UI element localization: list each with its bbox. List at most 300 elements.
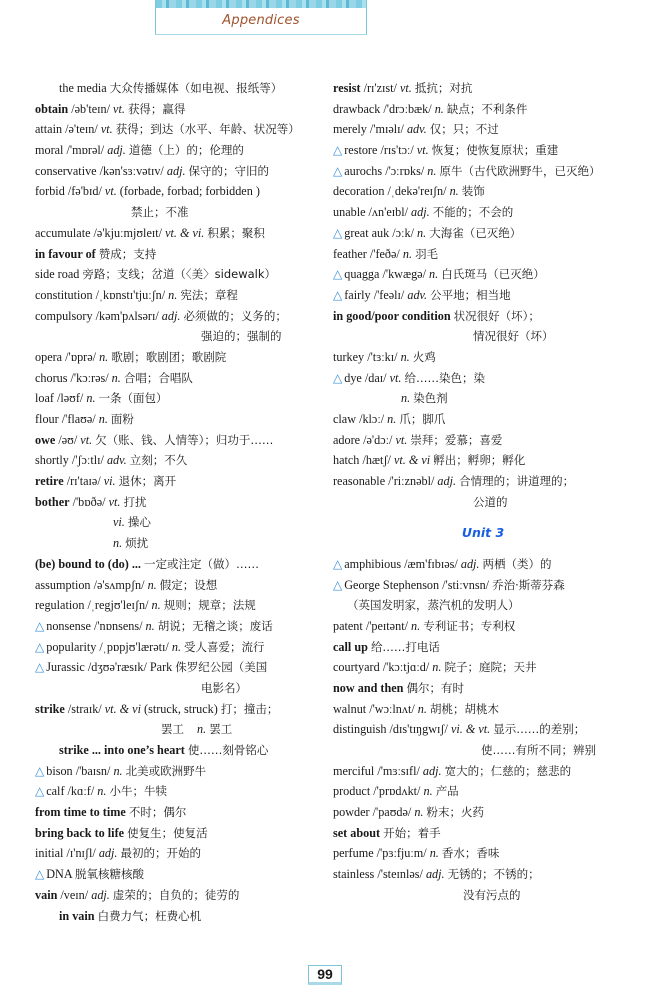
- glossary-entry: [333, 181, 633, 202]
- part-of-speech: n.: [429, 267, 439, 282]
- phonetic: /'ɔːrɒks/: [385, 163, 425, 178]
- glossary-entry: [35, 637, 325, 658]
- definition: 受人喜爱；流行: [184, 639, 265, 654]
- glossary-entry: [35, 802, 325, 823]
- phonetic: /ɔːk/: [392, 225, 414, 240]
- definition: 公道的: [473, 494, 508, 509]
- phonetic: /fə'bɪd/: [67, 184, 102, 199]
- glossary-entry: [35, 409, 325, 430]
- phonetic: /'kɔːrəs/: [70, 370, 109, 385]
- glossary-entry: [35, 181, 325, 202]
- headword: bring back to life: [35, 825, 125, 840]
- definition: 欠（账、钱、人情等）；归功于……: [95, 432, 274, 447]
- part-of-speech: vi.: [103, 474, 116, 489]
- phonetic: /əb'teɪn/: [71, 101, 110, 116]
- definition: 虚荣的；自负的；徒劳的: [112, 887, 240, 902]
- headword: perfume: [333, 846, 374, 861]
- glossary-entry: [35, 347, 325, 368]
- headword: initial: [35, 846, 64, 861]
- headword: opera: [35, 349, 63, 364]
- definition: 面粉: [110, 412, 134, 426]
- part-of-speech: adj.: [437, 474, 457, 489]
- definition: 合唱；合唱队: [123, 370, 193, 385]
- glossary-entry: [35, 471, 325, 492]
- glossary-entry: [35, 368, 325, 389]
- definition: 粉末；火药: [426, 805, 485, 820]
- glossary-column-left: [35, 78, 325, 926]
- part-of-speech: n.: [98, 412, 108, 426]
- part-of-speech: vt.: [395, 432, 408, 447]
- definition: 白费力气；枉费心机: [97, 908, 202, 923]
- part-of-speech: n.: [434, 101, 444, 116]
- definition: 火鸡: [412, 349, 436, 364]
- phonetic: /'prɒdʌkt/: [373, 784, 421, 799]
- definition: 羽毛: [415, 246, 439, 261]
- triangle-outline-icon: △: [333, 267, 343, 282]
- headword: (be) bound to (do) ...: [35, 556, 141, 571]
- headword: retire: [35, 474, 64, 489]
- headword: unable: [333, 205, 366, 220]
- headword: the media: [59, 81, 107, 95]
- triangle-outline-icon: △: [35, 784, 45, 799]
- part-of-speech: n.: [171, 639, 181, 654]
- page-number: 99: [308, 965, 342, 985]
- part-of-speech: n.: [151, 598, 161, 613]
- phonetic: /dɪs'tɪŋgwɪʃ/: [389, 722, 448, 737]
- phonetic: /'kɔːtjɑːd/: [382, 660, 430, 675]
- headword: flour: [35, 412, 59, 426]
- phonetic: /'nɒnsens/: [93, 618, 143, 633]
- headword: shortly: [35, 453, 69, 468]
- glossary-entry: [333, 678, 633, 699]
- headword: in vain: [59, 908, 95, 923]
- glossary-entry: [35, 699, 325, 720]
- definition: 给……染色；染: [404, 370, 485, 385]
- part-of-speech: adj.: [460, 556, 480, 571]
- phonetic: /'kwægə/: [382, 267, 426, 282]
- part-of-speech: vt.: [108, 494, 121, 509]
- headword: George Stephenson: [344, 577, 440, 592]
- phonetic: /'steɪnləs/: [377, 867, 423, 882]
- headword: stainless: [333, 867, 375, 882]
- part-of-speech: vt.: [389, 370, 402, 385]
- phonetic: /kən'sɜːvətɪv/: [99, 163, 164, 178]
- phonetic: /ə'sʌmpʃn/: [93, 577, 145, 592]
- phonetic: /'paʊdə/: [372, 805, 412, 820]
- entry-continuation: [333, 388, 633, 409]
- part-of-speech: vt. & vi: [104, 701, 141, 716]
- headword: loaf: [35, 391, 54, 406]
- entry-continuation: [35, 202, 325, 223]
- part-of-speech: adj.: [422, 763, 442, 778]
- glossary-entry: [35, 450, 325, 471]
- glossary-entry: [333, 161, 633, 182]
- glossary-entry: [35, 823, 325, 844]
- triangle-outline-icon: △: [333, 163, 343, 178]
- headword: popularity: [46, 639, 97, 654]
- definition: 香水；香味: [441, 846, 500, 861]
- part-of-speech: n.: [147, 577, 157, 592]
- definition: 罢工: [209, 722, 233, 737]
- headword: quagga: [344, 267, 380, 282]
- banner-decoration: [156, 0, 366, 8]
- glossary-entry: [35, 306, 325, 327]
- glossary-entry: [35, 430, 325, 451]
- definition: 打扰: [123, 494, 147, 509]
- part-of-speech: n.: [99, 349, 109, 364]
- definition: 胡说；无稽之谈；废话: [157, 618, 273, 633]
- headword: merciful: [333, 763, 375, 778]
- headword: dye: [344, 370, 362, 385]
- part-of-speech: n.: [449, 184, 459, 199]
- definition: 没有污点的: [463, 887, 521, 902]
- phonetic: /ˌdekə'reɪʃn/: [387, 184, 447, 199]
- phonetic: /hætʃ/: [362, 453, 391, 468]
- glossary-entry: [333, 264, 633, 285]
- glossary-entry: [333, 347, 633, 368]
- headword: assumption: [35, 577, 91, 592]
- definition: 仅；只；不过: [429, 122, 499, 137]
- definition: 抵抗；对抗: [414, 81, 473, 95]
- part-of-speech: n.: [402, 246, 413, 261]
- headword: resist: [333, 81, 361, 95]
- part-of-speech: n.: [400, 349, 410, 364]
- headword: strike ... into one’s heart: [59, 743, 185, 757]
- definition: 产品: [435, 784, 459, 799]
- phonetic: /ə'teɪn/: [65, 122, 98, 137]
- unit-heading: Unit 3: [461, 525, 505, 541]
- glossary-entry: [35, 781, 325, 802]
- headword: constitution: [35, 287, 93, 302]
- headword: restore: [344, 143, 378, 158]
- glossary-entry: [35, 492, 325, 513]
- glossary-entry: [35, 575, 325, 596]
- definition: 院子；庭院；天井: [444, 660, 537, 675]
- part-of-speech: adj.: [411, 205, 430, 220]
- glossary-entry: [333, 471, 633, 492]
- glossary-entry: [333, 657, 633, 678]
- glossary-entry: [333, 637, 633, 658]
- phonetic: /'mɪəlɪ/: [369, 122, 404, 137]
- triangle-outline-icon: △: [333, 370, 343, 385]
- glossary-entry: [35, 616, 325, 637]
- definition: 旁路；支线；岔道（〈美〉sidewalk）: [82, 267, 277, 282]
- part-of-speech: n.: [427, 163, 437, 178]
- phonetic: /ˌregjʊ'leɪʃn/: [87, 598, 149, 613]
- part-of-speech: adj.: [166, 163, 186, 178]
- phonetic: /'ɒprə/: [65, 349, 97, 364]
- glossary-entry: [35, 78, 325, 99]
- entry-continuation: [333, 492, 633, 513]
- definition: 一条（面包）: [98, 391, 168, 406]
- glossary-entry: [333, 802, 633, 823]
- phonetic: /'feəlɪ/: [373, 287, 405, 302]
- definition: 获得；到达（水平、年龄、状况等）: [115, 122, 300, 137]
- definition: 使……有所不同；辨别: [481, 743, 596, 758]
- definition: 不能的；不会的: [432, 205, 514, 220]
- definition: 一定或注定（做）……: [144, 556, 260, 571]
- part-of-speech: vt. & vi.: [165, 225, 205, 240]
- part-of-speech: vi. & vt.: [450, 722, 491, 737]
- triangle-outline-icon: △: [35, 639, 45, 654]
- headword: product: [333, 784, 371, 799]
- headword: from time to time: [35, 805, 126, 820]
- headword: powder: [333, 805, 370, 820]
- phonetic: /əʊ/: [58, 432, 78, 447]
- part-of-speech: n.: [97, 784, 107, 799]
- headword: great auk: [344, 225, 390, 240]
- headword: attain: [35, 122, 63, 137]
- inflection-note: (forbade, forbad; forbidden ): [119, 184, 260, 199]
- definition: 退休；离开: [118, 474, 177, 489]
- part-of-speech: vt.: [100, 122, 113, 137]
- definition: 原牛（古代欧洲野牛，已灭绝）: [439, 163, 601, 178]
- part-of-speech: vt.: [104, 184, 117, 199]
- headword: aurochs: [344, 163, 383, 178]
- triangle-outline-icon: △: [35, 867, 45, 882]
- headword: chorus: [35, 370, 68, 385]
- glossary-entry: [333, 223, 633, 244]
- part-of-speech: n.: [168, 287, 178, 302]
- headword: distinguish: [333, 722, 387, 737]
- phonetic: /veɪn/: [60, 887, 89, 902]
- definition: 恢复；使恢复原状；重建: [431, 143, 559, 158]
- headword: accumulate: [35, 225, 91, 240]
- glossary-entry: [333, 99, 633, 120]
- phonetic: /ˌkɒnstɪ'tjuːʃn/: [95, 287, 166, 302]
- definition: 打；撞击；: [220, 701, 279, 716]
- glossary-entry: [35, 885, 325, 906]
- glossary-entry: [35, 595, 325, 616]
- entry-continuation: [333, 595, 633, 616]
- triangle-outline-icon: △: [333, 225, 343, 240]
- part-of-speech: n.: [86, 391, 96, 406]
- definition: 情况很好（坏）: [473, 329, 554, 344]
- glossary-entry: [35, 285, 325, 306]
- part-of-speech: n.: [411, 618, 421, 633]
- phonetic: /daɪ/: [364, 370, 387, 385]
- definition: 两栖（类）的: [482, 556, 552, 571]
- part-of-speech: adj.: [91, 887, 110, 902]
- triangle-outline-icon: △: [35, 618, 45, 633]
- definition: 小牛；牛犊: [109, 784, 167, 799]
- headword: moral: [35, 143, 64, 158]
- definition: 不时；偶尔: [128, 805, 187, 820]
- definition: 大众传播媒体（如电视、报纸等）: [109, 81, 283, 95]
- phonetic: /ɪ'nɪʃl/: [66, 846, 96, 861]
- glossary-entry: [35, 244, 325, 265]
- headword: walnut: [333, 701, 367, 716]
- part-of-speech: adv.: [406, 122, 427, 137]
- entry-continuation: [333, 740, 633, 761]
- definition: 必须做的；义务的；: [183, 308, 287, 323]
- headword: hatch: [333, 453, 360, 468]
- headword: merely: [333, 122, 367, 137]
- triangle-outline-icon: △: [35, 660, 45, 675]
- glossary-entry: [333, 450, 633, 471]
- definition: 假定；设想: [159, 577, 218, 592]
- headword: decoration: [333, 184, 385, 199]
- part-of-speech: n.: [113, 763, 123, 778]
- glossary-entry: [333, 430, 633, 451]
- glossary-entry: [333, 244, 633, 265]
- glossary-column-right: [333, 78, 633, 906]
- inflection-note: Park: [149, 660, 173, 675]
- headword: forbid: [35, 184, 65, 199]
- part-of-speech: n.: [113, 536, 123, 551]
- phonetic: /ə'kjuːmjʊleɪt/: [93, 225, 163, 240]
- glossary-entry: [333, 368, 633, 389]
- glossary-entry: [35, 119, 325, 140]
- definition: 禁止；不准: [131, 205, 189, 220]
- part-of-speech: n.: [429, 846, 439, 861]
- headword: vain: [35, 887, 58, 902]
- phonetic: /straɪk/: [67, 701, 102, 716]
- definition: 保守的；守旧的: [188, 163, 270, 178]
- part-of-speech: adj.: [425, 867, 445, 882]
- phonetic: /'baɪsn/: [75, 763, 111, 778]
- definition: 孵出；孵卵；孵化: [433, 453, 526, 468]
- definition: 宽大的；仁慈的；慈悲的: [444, 763, 572, 778]
- phonetic: /'bɒðə/: [72, 494, 106, 509]
- definition: 偶尔；有时: [406, 680, 464, 695]
- phonetic: /'flaʊə/: [61, 412, 96, 426]
- glossary-entry: [35, 843, 325, 864]
- definition: 获得；赢得: [127, 101, 186, 116]
- entry-continuation: [333, 326, 633, 347]
- phonetic: /'feðə/: [369, 246, 400, 261]
- headword: regulation: [35, 598, 85, 613]
- headword: turkey: [333, 349, 365, 364]
- glossary-entry: [333, 616, 633, 637]
- definition: 染色剂: [413, 391, 448, 406]
- phonetic: /'pɜːfjuːm/: [376, 846, 427, 861]
- entry-continuation: [35, 512, 325, 533]
- definition: 开始；着手: [383, 825, 441, 840]
- definition: 给……打电话: [370, 639, 440, 654]
- definition: （英国发明家，蒸汽机的发明人）: [347, 598, 520, 613]
- headword: bison: [46, 763, 73, 778]
- glossary-entry: [333, 554, 633, 575]
- section-title: Appendices: [222, 13, 300, 28]
- phonetic: /kɑːf/: [67, 784, 95, 799]
- phonetic: /'ʃɔːtlɪ/: [71, 453, 104, 468]
- phonetic: /'tɜːkɪ/: [367, 349, 398, 364]
- definition: 公平地；相当地: [430, 287, 511, 302]
- headword: side road: [35, 267, 80, 282]
- glossary-entry: [333, 864, 633, 885]
- headword: owe: [35, 432, 56, 447]
- headword: in good/poor condition: [333, 308, 451, 323]
- part-of-speech: adv.: [407, 287, 428, 302]
- part-of-speech: vt.: [416, 143, 429, 158]
- part-of-speech: n.: [417, 225, 427, 240]
- glossary-entry: [35, 761, 325, 782]
- phonetic: /rɪ'zɪst/: [363, 81, 397, 95]
- definition: 最初的；开始的: [120, 846, 201, 861]
- triangle-outline-icon: △: [333, 143, 343, 158]
- part-of-speech: n.: [432, 660, 442, 675]
- part-of-speech: vt.: [80, 432, 93, 447]
- definition: 赞成；支持: [98, 246, 157, 261]
- glossary-entry: [35, 388, 325, 409]
- headword: in favour of: [35, 246, 96, 261]
- definition: 罢工: [161, 722, 184, 737]
- part-of-speech: n.: [401, 391, 411, 406]
- part-of-speech: adj.: [161, 308, 181, 323]
- part-of-speech: vt.: [399, 81, 412, 95]
- triangle-outline-icon: △: [333, 287, 343, 302]
- glossary-entry: [35, 657, 325, 678]
- headword: amphibious: [344, 556, 402, 571]
- headword: adore: [333, 432, 361, 447]
- definition: 道德（上）的；伦理的: [128, 143, 244, 158]
- glossary-entry: [333, 285, 633, 306]
- part-of-speech: n.: [145, 618, 155, 633]
- phonetic: /rɪs'tɔː/: [380, 143, 414, 158]
- part-of-speech: adv.: [106, 453, 127, 468]
- definition: 立刻；不久: [129, 453, 188, 468]
- definition: 白氏斑马（已灭绝）: [441, 267, 545, 282]
- phonetic: /'drɔːbæk/: [383, 101, 432, 116]
- definition: 缺点；不利条件: [446, 101, 528, 116]
- definition: 胡桃；胡桃木: [429, 701, 499, 716]
- glossary-entry: [35, 161, 325, 182]
- definition: 规则；规章；法规: [163, 598, 256, 613]
- definition: 积累；聚积: [207, 225, 265, 240]
- phonetic: /ləʊf/: [57, 391, 84, 406]
- headword: calf: [46, 784, 65, 799]
- part-of-speech: n.: [414, 805, 424, 820]
- headword: obtain: [35, 101, 69, 116]
- definition: 大海雀（已灭绝）: [429, 225, 522, 240]
- definition: 北美或欧洲野牛: [125, 763, 207, 778]
- headword: reasonable: [333, 474, 386, 489]
- definition: 电影名）: [201, 680, 247, 695]
- entry-continuation: [35, 326, 325, 347]
- phonetic: /'peɪtənt/: [365, 618, 408, 633]
- glossary-entry: [333, 575, 633, 596]
- inflection-note: (struck, struck): [144, 701, 218, 716]
- phonetic: /rɪ'taɪə/: [66, 474, 101, 489]
- definition: 专利证书；专利权: [423, 618, 516, 633]
- headword: call up: [333, 639, 368, 654]
- phonetic: /ʌn'eɪbl/: [368, 205, 408, 220]
- definition: 崇拜；爱慕；喜爱: [410, 432, 503, 447]
- header-banner: [155, 0, 367, 35]
- phonetic: /æm'fɪbɪəs/: [404, 556, 458, 571]
- headword: patent: [333, 618, 363, 633]
- definition: 宪法；章程: [180, 287, 238, 302]
- definition: 操心: [127, 515, 151, 530]
- definition: 歌剧；歌剧团；歌剧院: [111, 349, 227, 364]
- headword: DNA: [46, 867, 72, 882]
- definition: 强迫的；强制的: [201, 329, 282, 344]
- definition: 显示……的差别；: [493, 722, 586, 737]
- glossary-entry: [35, 99, 325, 120]
- glossary-entry: [333, 78, 633, 99]
- part-of-speech: n.: [423, 784, 433, 799]
- definition: 烦扰: [125, 536, 149, 551]
- phonetic: /ˌpɒpjʊ'lærətɪ/: [99, 639, 169, 654]
- phonetic: /'mɜːsɪfl/: [377, 763, 420, 778]
- headword: nonsense: [46, 618, 91, 633]
- glossary-entry: [333, 409, 633, 430]
- glossary-entry: [35, 740, 325, 761]
- glossary-entry: [333, 761, 633, 782]
- definition: 侏罗纪公园（美国: [175, 660, 268, 675]
- headword: bother: [35, 494, 70, 509]
